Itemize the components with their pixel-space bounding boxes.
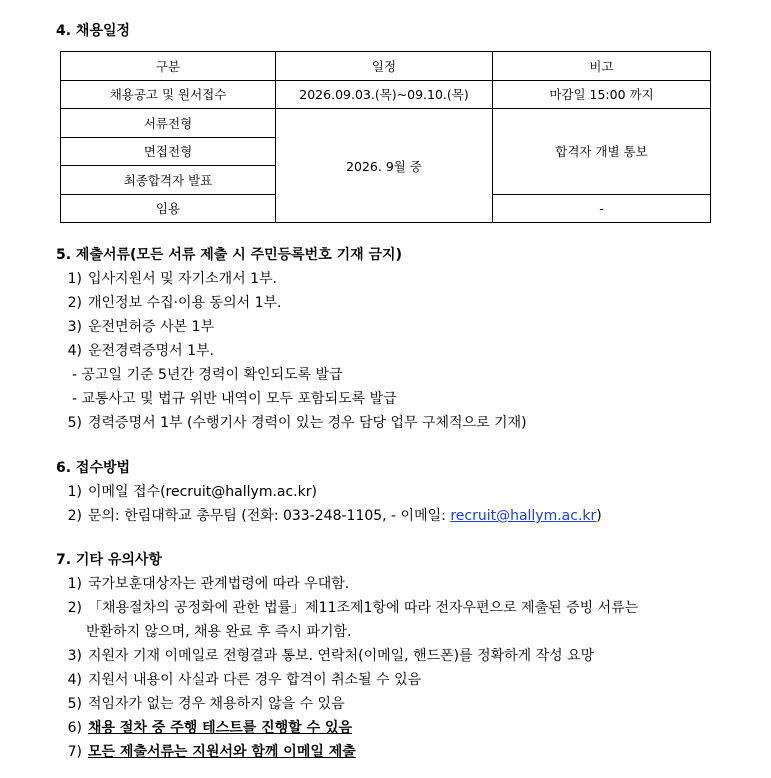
cell-merged-schedule: 2026. 9월 중 [276, 109, 493, 223]
sub-item: - 교통사고 및 법규 위반 내역이 모두 포함되도록 발급 [72, 391, 397, 407]
item-text: 경력증명서 1부 (수행기사 경력이 있는 경우 담당 업무 구체적으로 기재) [88, 415, 527, 431]
item-number: 3) [67, 319, 82, 335]
cell-note: 마감일 15:00 까지 [493, 80, 711, 109]
section-4-title: 4. 채용일정 [56, 23, 131, 39]
list-item [62, 694, 345, 714]
sub-item: - 공고일 기준 5년간 경력이 확인되도록 발급 [72, 367, 343, 383]
item-number: 4) [67, 672, 82, 688]
item-text-emphasis: 채용 절차 중 주행 테스트를 진행할 수 있음 [88, 720, 353, 736]
item-text: 적임자가 없는 경우 채용하지 않을 수 있음 [88, 696, 345, 712]
item-number: 5) [67, 415, 82, 431]
item-number: 1) [67, 271, 82, 287]
item-number: 6) [67, 720, 82, 736]
item-text: 문의: 한림대학교 총무팀 (전화: 033-248-1105, - 이메일: [88, 508, 451, 524]
item-text: 「채용절차의 공정화에 관한 법률」제11조제1항에 따라 전자우편으로 제출된 증빙 서류는 [88, 600, 639, 616]
list-item [62, 718, 352, 738]
list-item [62, 317, 214, 337]
item-number: 4) [67, 343, 82, 359]
item-number: 3) [67, 648, 82, 664]
list-item [62, 506, 602, 526]
item-number: 2) [67, 295, 82, 311]
table-row [61, 109, 711, 138]
item-number: 1) [67, 484, 82, 500]
item-text: 지원자 기재 이메일로 전형결과 통보. 연락처(이메일, 핸드폰)를 정확하게 작성 요망 [88, 648, 595, 664]
list-item [62, 341, 214, 361]
email-link[interactable]: recruit@hallym.ac.kr [450, 508, 597, 524]
item-number: 7) [67, 744, 82, 760]
item-number: 1) [67, 576, 82, 592]
cell-note: - [493, 194, 711, 223]
table-row [61, 80, 711, 109]
list-item [62, 670, 421, 690]
header-note: 비고 [493, 52, 711, 81]
cell-category: 서류전형 [61, 109, 276, 138]
list-item [62, 293, 281, 313]
schedule-table [60, 51, 711, 223]
cell-merged-note: 합격자 개별 통보 [493, 109, 711, 195]
item-continuation: 반환하지 않으며, 채용 완료 후 즉시 파기함. [86, 624, 352, 640]
item-text: 운전경력증명서 1부. [88, 343, 214, 359]
item-text: 운전면허증 사본 1부 [88, 319, 214, 335]
list-item [62, 482, 317, 502]
item-text: 개인정보 수집·이용 동의서 1부. [88, 295, 282, 311]
cell-category: 면접전형 [61, 137, 276, 166]
table-header-row [61, 52, 711, 81]
list-item [62, 742, 356, 762]
cell-category: 채용공고 및 원서접수 [61, 80, 276, 109]
section-5-title: 5. 제출서류(모든 서류 제출 시 주민등록번호 기재 금지) [56, 247, 402, 263]
cell-category: 최종합격자 발표 [61, 166, 276, 195]
header-category: 구분 [61, 52, 276, 81]
section-6-title: 6. 접수방법 [56, 460, 131, 476]
item-text: 국가보훈대상자는 관계법령에 따라 우대함. [88, 576, 350, 592]
item-number: 2) [67, 600, 82, 616]
cell-category: 임용 [61, 194, 276, 223]
list-item [62, 269, 277, 289]
header-schedule: 일정 [276, 52, 493, 81]
item-text-emphasis: 모든 제출서류는 지원서와 함께 이메일 제출 [88, 744, 356, 760]
item-text: 입사지원서 및 자기소개서 1부. [88, 271, 277, 287]
item-text: 이메일 접수(recruit@hallym.ac.kr) [88, 484, 317, 500]
cell-schedule: 2026.09.03.(목)~09.10.(목) [276, 80, 493, 109]
item-text-suffix: ) [596, 508, 602, 524]
section-7-title: 7. 기타 유의사항 [56, 552, 162, 568]
item-text: 지원서 내용이 사실과 다른 경우 합격이 취소될 수 있음 [88, 672, 422, 688]
list-item [62, 413, 527, 433]
list-item [62, 574, 349, 594]
item-number: 5) [67, 696, 82, 712]
list-item [62, 646, 594, 666]
list-item [62, 598, 638, 618]
item-number: 2) [67, 508, 82, 524]
